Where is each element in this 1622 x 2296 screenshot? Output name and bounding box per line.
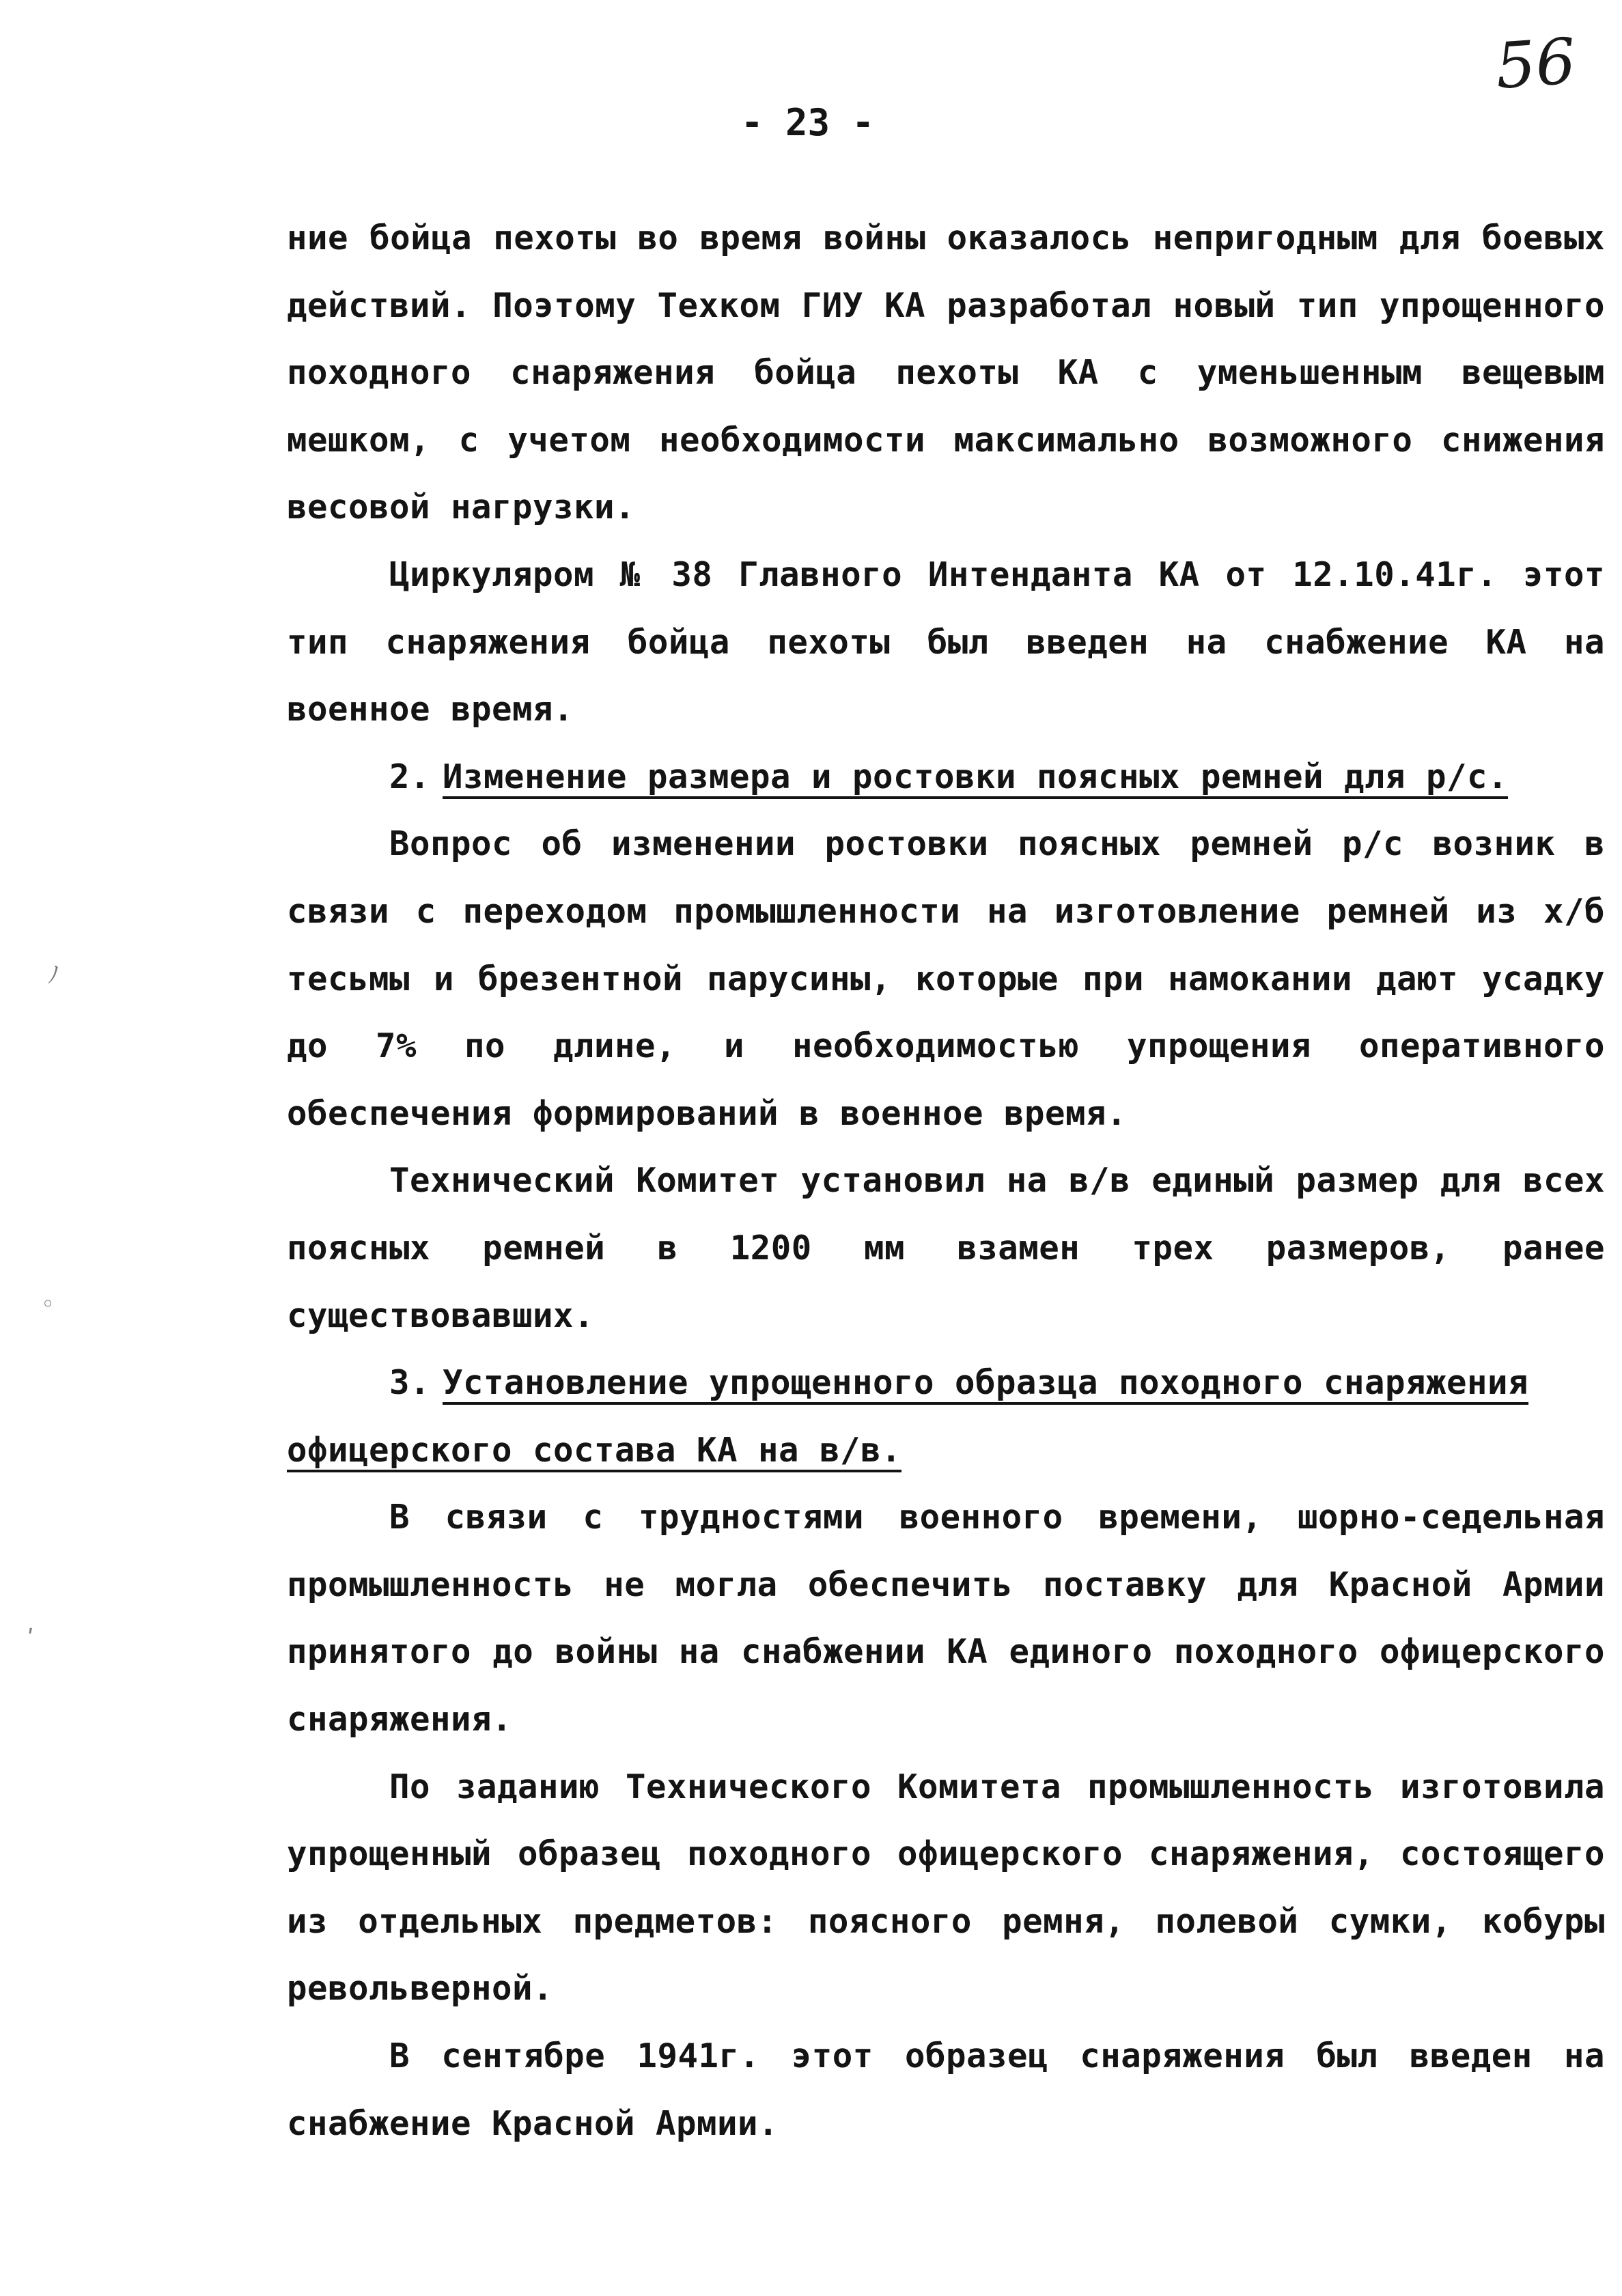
scan-speck: ◦	[41, 1291, 55, 1318]
paragraph: Технический Комитет установил на в/в единый размер для всех поясных ремней в 1200 мм взамен трех размеров, ранее существовавших.	[287, 1161, 1605, 1335]
paragraph: Циркуляром № 38 Главного Интенданта КА от 12.10.41г. этот тип снаряжения бойца пехоты был введен на снабжение КА на военное время.	[287, 555, 1605, 729]
section-number: 3.	[389, 1363, 431, 1403]
paragraph: В сентябре 1941г. этот образец снаряжения был введен на снабжение Красной Армии.	[287, 2036, 1605, 2143]
section-title: Изменение размера и ростовки поясных ремней для р/с.	[443, 757, 1509, 796]
section-heading	[287, 1349, 1605, 1484]
scan-speck: ﾉ	[48, 962, 59, 989]
paragraph: По заданию Технического Комитета промышленность изготовила упрощенный образец походного офицерского снаряжения, состоящего из отдельных предметов: поясного ремня, полевой сумки, кобуры револьверной.	[287, 1767, 1605, 2008]
section-title: Установление упрощенного образца походного снаряжения офицерского состава КА на в/в.	[287, 1363, 1529, 1470]
handwritten-folio-number: 56	[1493, 25, 1578, 103]
scan-speck: ʹ	[27, 1625, 34, 1653]
page-number: - 23 -	[741, 101, 875, 144]
section-heading	[287, 744, 1605, 811]
paragraph: В связи с трудностями военного времени, шорно-седельная промышленность не могла обеспечить поставку для Красной Армии принятого до войны на снабжении КА единого походного офицерского снаряжения.	[287, 1498, 1605, 1739]
section-number: 2.	[389, 757, 431, 796]
paragraph: ние бойца пехоты во время войны оказалось непригодным для боевых действий. Поэтому Техком ГИУ КА разработал новый тип упрощенного походного снаряжения бойца пехоты КА с уменьшенным вещевым мешком, с учетом необходимости максимально возможного снижения весовой нагрузки.	[287, 219, 1605, 527]
paragraph: Вопрос об изменении ростовки поясных ремней р/с возник в связи с переходом промышленности на изготовление ремней из х/б тесьмы и брезентной парусины, которые при намокании дают усадку до 7% по длине, и необходимостью упрощения оперативного обеспечения формирований в военное время.	[287, 824, 1605, 1133]
document-body	[287, 205, 1605, 2157]
